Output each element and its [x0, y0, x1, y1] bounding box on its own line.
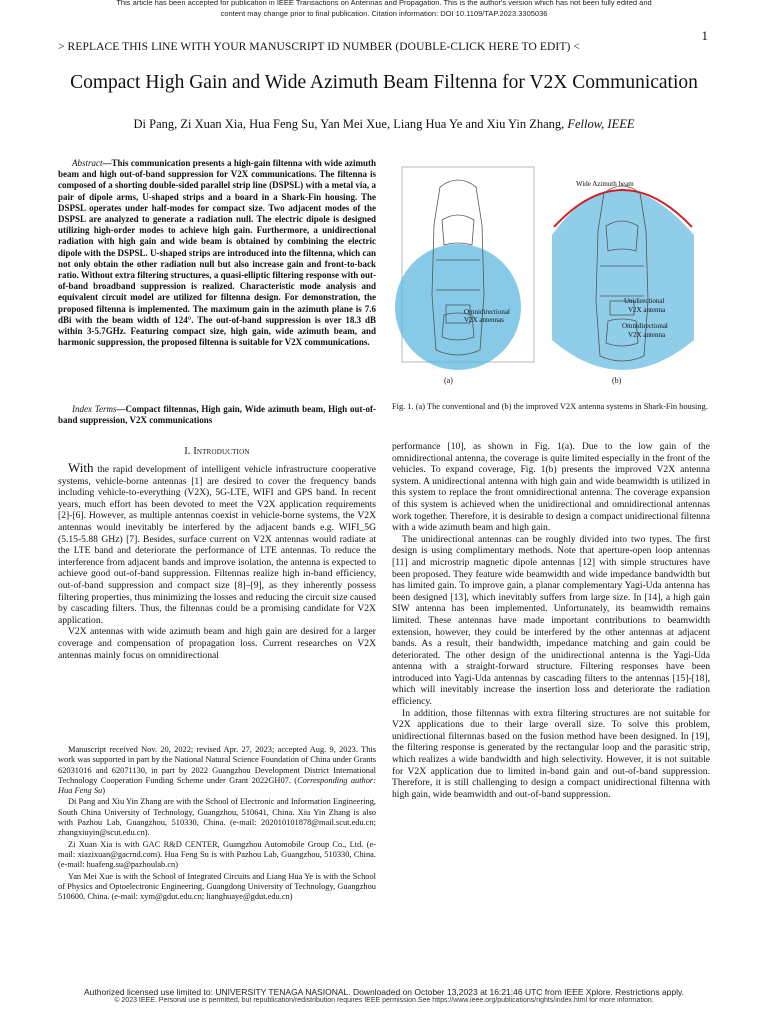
section-number: I. [184, 446, 194, 457]
label-uni-2: V2X antenna [628, 306, 666, 314]
abstract-text: —This communication presents a high-gain filtenna with wide azimuth beam and high out-of-band suppression for V2X communications. The filtenna is composed of a shorting double-sided parallel strip line (DSPSL) with a metal via, a pair of dipole arms, U-shaped strips and a board in a Shark-Fin housing. The DSPSL operates under half-modes for compact size. Two adjacent modes of the DSPSL are analyzed to generate a radiation null. The electric dipole is designed utilizing high-order modes to achieve high gain. Furthermore, a unidirectional radiation with high gain and wide beam is obtained by combining the electric dipole with the DSPSL. U-shaped strips are introduced into the filtenna, which can not only obtain the other radiation null but also increase gain and front-to-back ratio. Without extra filtering structures, a quasi-elliptic filtering response with out-of-band broadband suppression is realized. Characteristic mode analysis and equivalent circuit model are utilized for filtenna design. For demonstration, the proposed filtenna is implemented. The maximum gain in the azimuth plane is 7.6 dBi with the beam width of 124°. The out-of-band suppression is over 18.3 dB within 3-5.7GHz. Featuring compact size, high gain, wide azimuth beam, and harmonic suppression, the proposed filtenna is suitable for V2X communications. [58, 158, 376, 348]
author-names: Di Pang, Zi Xuan Xia, Hua Feng Su, Yan Mei Xue, Liang Hua Ye and Xiu Yin Zhang, [133, 117, 568, 131]
intro-paragraph-4: In addition, those filtennas with extra filtering structures are not suitable for V2X applications due to their large overall size. To solve this problem, unidirectional filternnas based on the fusion method have been designed. In [19], the filtering response is generated by the rectangular loop and the parasitic strip, which realizes a wide bandwidth and high selectivity. However, it is not suitable for V2X application due to limited in-band gain and out-of-band suppression. Therefore, it is still challenging to design a compact unidirectional filtenna with high gain, wide beamwidth and out-of-band suppression. [392, 707, 710, 800]
footnote-corresponding: Corresponding author: Hua Feng Su [58, 775, 376, 796]
footnote-affiliation-3: Yan Mei Xue is with the School of Integrated Circuits and Liang Hua Ye is with the School of Physics and Optoelectronic Engineering, Guangdong University of Technology, Guangzhou 510600, China. (e-mail: xym@gdut.edu.cn; lianghuaye@gdut.edu.cn) [58, 871, 376, 902]
footnote-manuscript-text: Manuscript received Nov. 20, 2022; revised Apr. 27, 2023; accepted Aug. 9, 2023. This work was supported in part by the National Natural Science Foundation of China under Grants 62031016 and 62071130, in part by 2022 Guangzhou Development District International Technology Cooperation Funding Scheme under Grant 2022GH07. ( [58, 745, 376, 785]
intro-paragraph-2-continued: performance [10], as shown in Fig. 1(a). Due to the low gain of the omnidirectional antenna, the coverage is quite limited especially in the front of the vehicles. To expand coverage, Fig. 1(b) presents the improved V2X antenna system. A unidirectional antenna with high gain and wide beamwidth is utilized in this system to replace the front omnidirectional antenna. The coverage expansion of this system is achieved when the unidirectional and omnidirectional antennas work together. Therefore, it is desirable to design a compact unidirectional filtenna with a wide azimuth beam and high gain. [392, 441, 710, 534]
intro-paragraph-1 [58, 462, 376, 626]
index-terms [58, 404, 376, 426]
abstract-label: Abstract [72, 158, 103, 168]
subfig-label-a: (a) [444, 376, 453, 385]
label-omni-a: Omnidirectional [464, 308, 510, 316]
footnote-affiliation-2: Zi Xuan Xia is with GAC R&D CENTER, Guangzhou Automobile Group Co., Ltd. (e-mail: xiazixuan@gacrnd.com). Hua Feng Su is with Pazhou Lab, Guangzhou, 510330, China. (e-mail: huafeng.su@pazhoulab.cn) [58, 839, 376, 870]
index-terms-label: Index Terms [72, 404, 117, 414]
figure-1 [392, 165, 710, 393]
paper-title: Compact High Gain and Wide Azimuth Beam Filtenna for V2X Communication [70, 72, 698, 93]
wide-beam-coverage-b [552, 190, 694, 370]
omni-coverage-a [395, 244, 521, 370]
section-title: Introduction [193, 446, 250, 457]
index-terms-text: —Compact filtennas, High gain, Wide azimuth beam, High out-of-band suppression, V2X communications [58, 404, 377, 426]
footnote-manuscript [58, 745, 376, 796]
subfig-label-b: (b) [612, 376, 622, 385]
author-fellow: Fellow, IEEE [567, 117, 635, 131]
publication-notice-line1: This article has been accepted for publication in IEEE Transactions on Antennas and Propagation. This is the author's version which has not been fully edited and [116, 0, 652, 7]
label-omni-b: Omnidirectional [622, 322, 668, 330]
label-omni-a-2: V2X antennas [464, 316, 504, 324]
intro-first-word: With [68, 460, 94, 475]
section-heading-introduction [58, 446, 376, 457]
intro-paragraph-3: The unidirectional antennas can be roughly divided into two types. The first design is using complimentary methods. Note that aperture-open loop antennas [11] and microstrip magnetic dipole antennas [12] with simple structures have been proposed. They feature wide beamwidth and wide impedance bandwidth but has limited gain. To improve gain, a planar complementary Yagi-Uda antenna has been designed [13], which inevitably suffers from large size. In [14], a high gain SIW antenna has been implemented. Unfortunately, its beamwidth remains limited. These antennas have made important contributions to beamwidth extension, however, they could be interfered by the other antennas at adjacent bands. As a result, their bandwidth, impedance matching and gain could be deteriorated. The other design of the unidirectional antenna is the Yagi-Uda antenna with a straight-forward structure. Filtering responses have been introduced into Yagi-Uda antennas by cascading filters to the antennas [15]-[18], which will inevitably increase the insertion loss and deteriorate the radiation efficiency. [392, 533, 710, 708]
intro-paragraph-1-text: the rapid development of intelligent vehicle infrastructure cooperative systems, vehicle-borne antennas [1] are desired to cover the frequency bands including vehicle-to-everything (V2X), 5G-LTE, WIFI and GPS band. In recent years, much effort has been devoted to meet the V2X application requirements [2]-[6]. However, as multiple antennas coexist in vehicle-borne systems, the V2X antennas would inevitably be interfered by the adjacent bands e.g. WIFI_5G (5.15-5.88 GHz) [7]. Besides, surface current on V2X antennas would radiate at the LTE band and deteriorate the performance of LTE antennas. To reduce the interference from adjacent bands and improve isolation, the antenna is expected to achieve good out-of-band suppression. Filtennas realize high in-band efficiency, out-of-band suppression and compact size [8]–[9], as they inherently possess filtering properties, thus minimizing the losses and reducing the circuit size caused by cascading filters. Thus, the filtennas could be a promising candidate for V2X application. [58, 464, 376, 626]
footnote-affiliation-1: Di Pang and Xiu Yin Zhang are with the School of Electronic and Information Engineering, South China University of Technology, Guangzhou, 510641, China. Xiu Yin Zhang is also with Pazhou Lab, Guangzhou, 510330, China. (e-mail: 202010101878@mail.scut.edu.cn; zhangxiuyin@scut.edu.cn). [58, 797, 376, 838]
label-omni-b-2: V2X antenna [628, 331, 666, 339]
intro-paragraph-2: V2X antennas with wide azimuth beam and high gain are desired for a larger coverage and compensation of propagation loss. Current researches on V2X antennas mainly focus on omnidirectional [58, 626, 376, 661]
footnote-manuscript-end: ) [102, 786, 105, 796]
intro-left-column [58, 462, 376, 661]
label-wide-beam: Wide Azimuth beam [576, 180, 634, 188]
footnotes [58, 745, 376, 903]
intro-right-column [392, 441, 710, 800]
license-footer: Authorized licensed use limited to: UNIVERSITY TENAGA NASIONAL. Downloaded on October 13,2023 at 16:21:46 UTC from IEEE Xplore. Restrictions apply. [83, 987, 684, 997]
publication-notice [0, 0, 768, 19]
author-list [0, 117, 768, 132]
figure-1-caption: Fig. 1. (a) The conventional and (b) the improved V2X antenna systems in Shark-Fin housing. [392, 402, 708, 411]
page-number: 1 [701, 28, 708, 43]
copyright-footer: © 2023 IEEE. Personal use is permitted, but republication/redistribution requires IEEE permission.See https://www.ieee.org/publications/rights/index.html for more information. [114, 997, 654, 1004]
publication-notice-line2: content may change prior to final publication. Citation information: DOI 10.1109/TAP.2023.3305036 [220, 9, 548, 18]
abstract [58, 158, 376, 348]
manuscript-id-line: > REPLACE THIS LINE WITH YOUR MANUSCRIPT ID NUMBER (DOUBLE-CLICK HERE TO EDIT) < [58, 41, 580, 53]
label-uni: Unidirectional [624, 297, 665, 305]
